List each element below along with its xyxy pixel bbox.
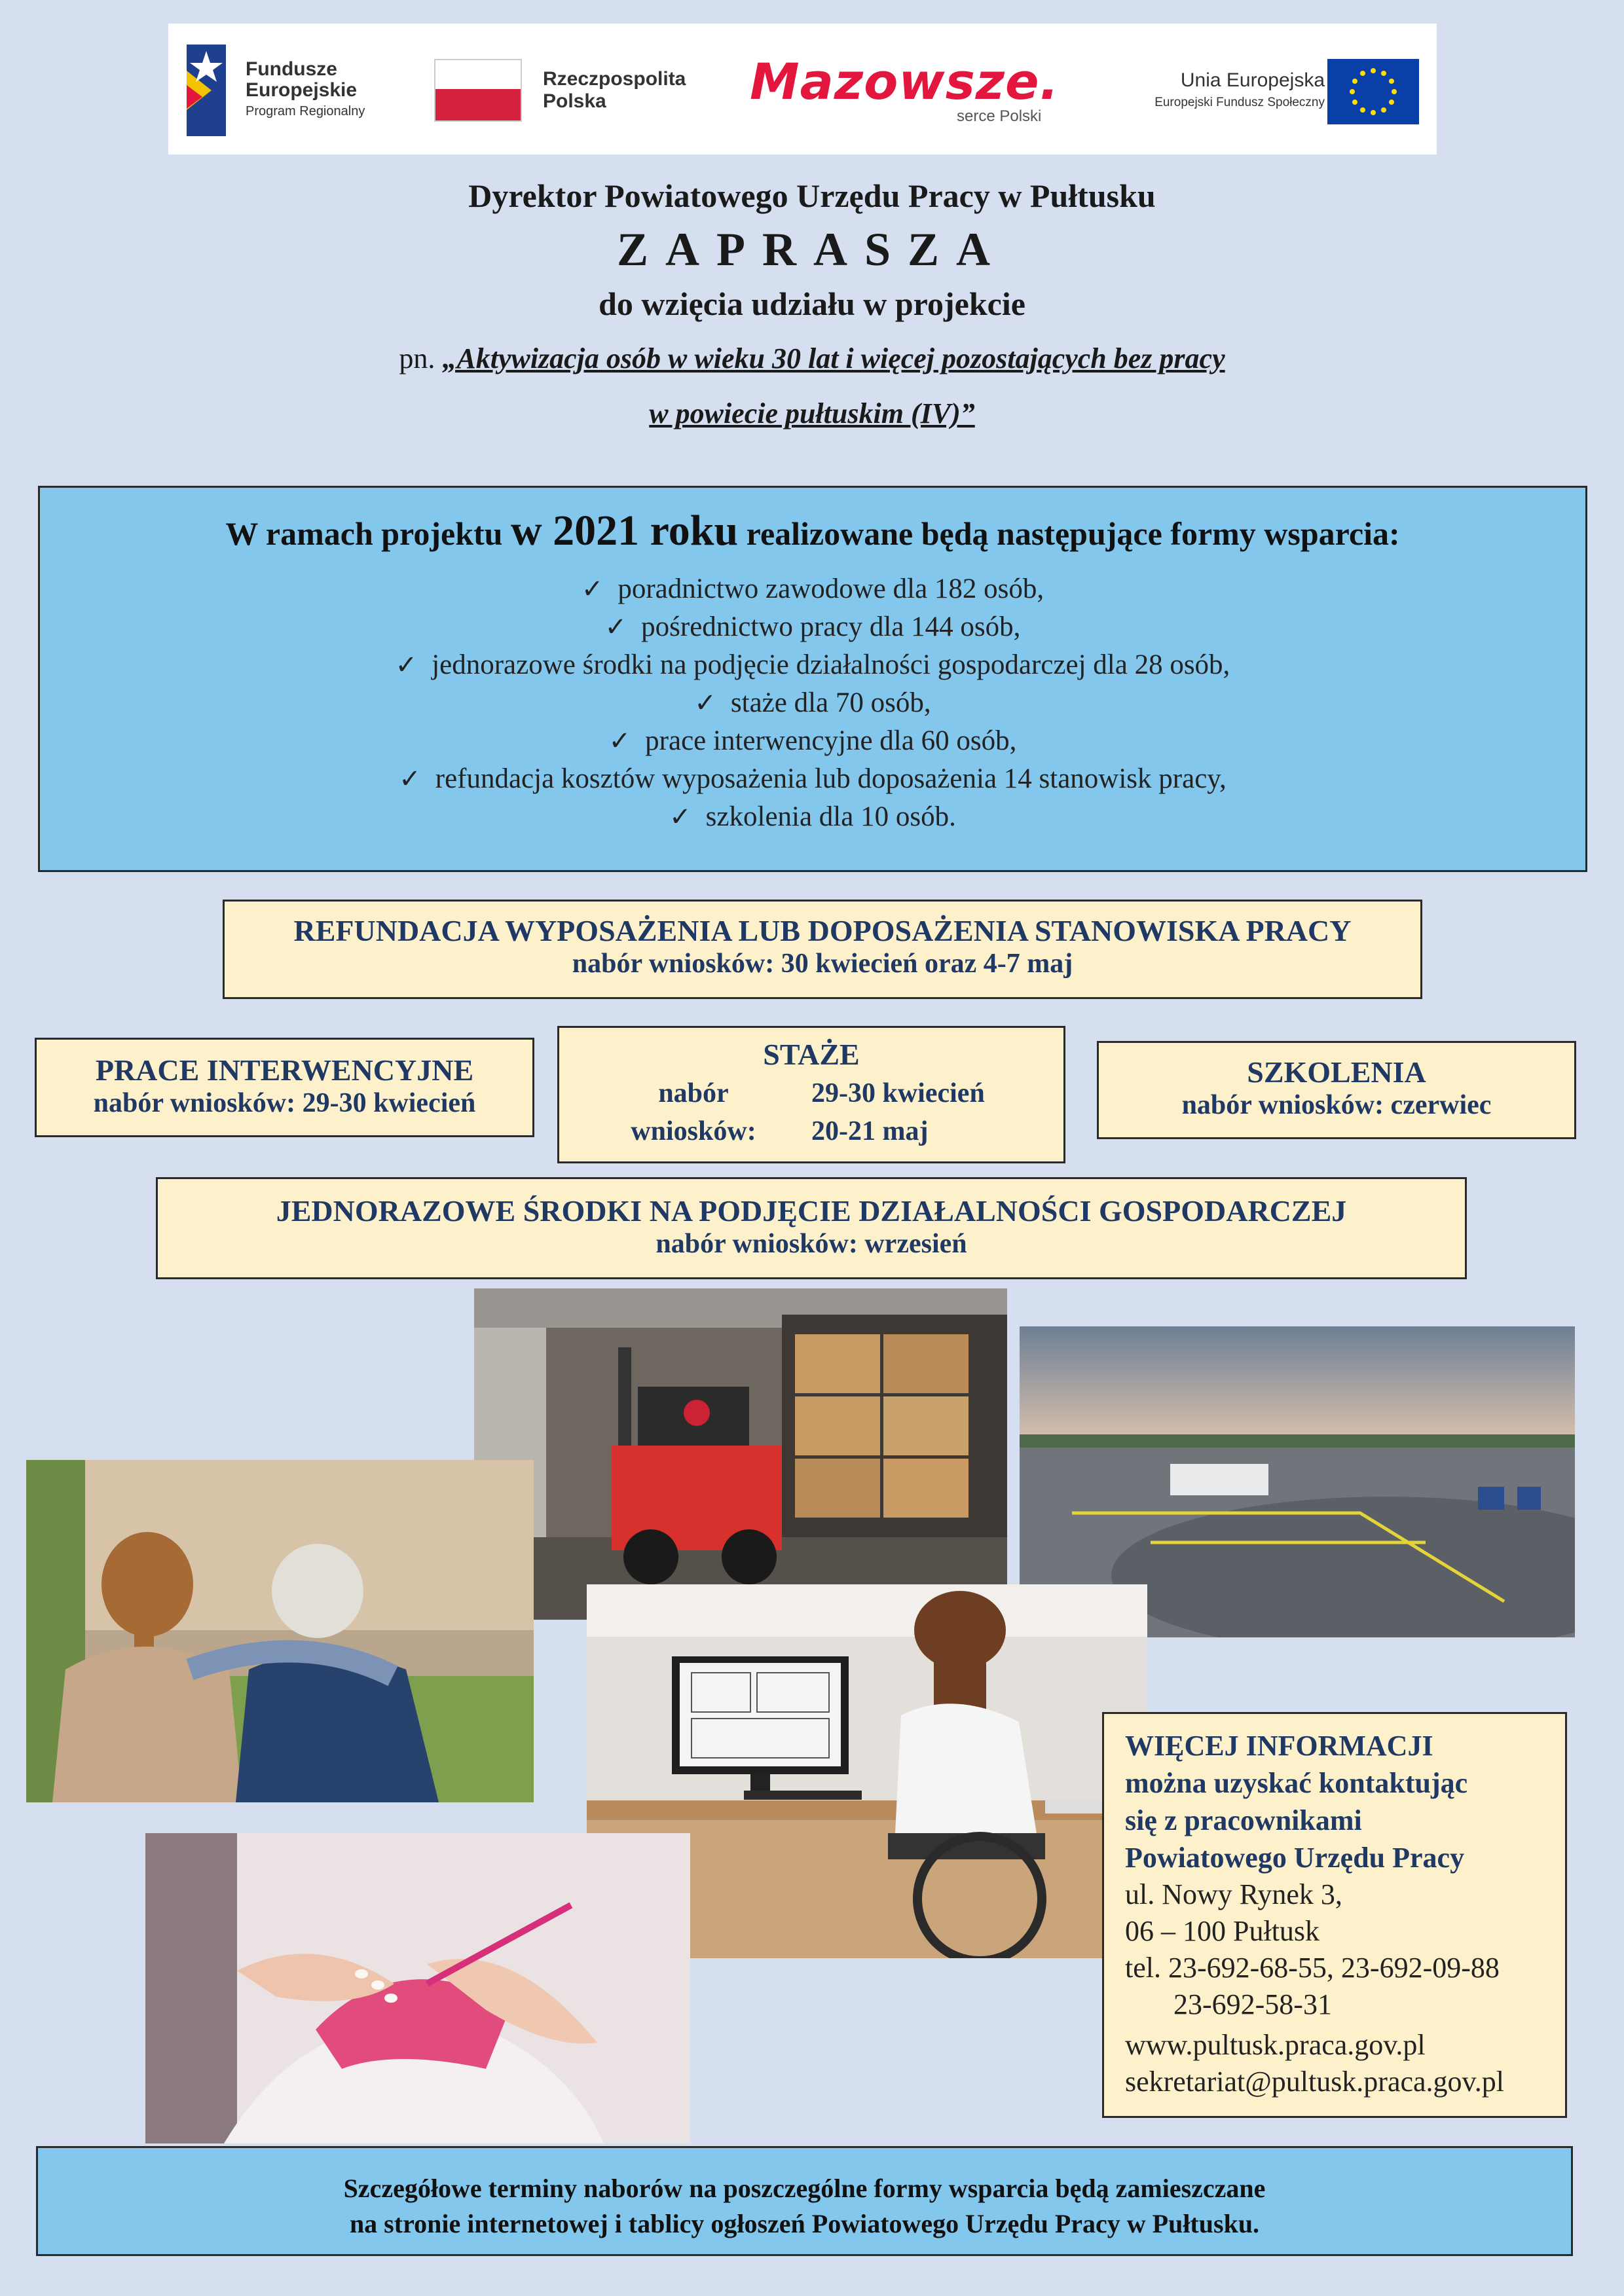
footer-line-1: Szczegółowe terminy naborów na poszczególne formy wsparcia będą zamieszczane xyxy=(343,2174,1266,2203)
support-forms-list xyxy=(40,570,1585,836)
email-link[interactable]: sekretariat@pultusk.praca.gov.pl xyxy=(1125,2066,1504,2098)
project-prefix: pn. xyxy=(399,342,443,374)
list-item-text: jednorazowe środki na podjęcie działalności gospodarczej dla 28 osób, xyxy=(432,649,1230,680)
training-title: SZKOLENIA xyxy=(1247,1055,1426,1089)
list-item xyxy=(40,760,1585,798)
poland-flag-icon xyxy=(434,59,522,122)
ue-line2: Europejski Fundusz Społeczny xyxy=(1154,96,1325,109)
header-invites: ZAPRASZA xyxy=(616,223,1008,276)
checkmark-icon: ✓ xyxy=(694,688,716,718)
header-director-line: Dyrektor Powiatowego Urzędu Pracy w Pułtusku xyxy=(468,177,1156,214)
list-item-text: refundacja kosztów wyposażenia lub doposażenia 14 stanowisk pracy, xyxy=(435,763,1227,794)
address-city: 06 – 100 Pułtusk xyxy=(1125,1915,1320,1947)
mazowsze-sub: serce Polski xyxy=(957,107,1042,125)
intervention-title: PRACE INTERWENCYJNE xyxy=(95,1053,474,1087)
rp-line1: Rzeczpospolita xyxy=(543,68,686,90)
list-item xyxy=(40,684,1585,722)
elderly-care-photo xyxy=(26,1460,534,1802)
checkmark-icon: ✓ xyxy=(604,612,627,642)
ue-line1: Unia Europejska xyxy=(1180,69,1325,91)
forms-title-post: realizowane będą następujące formy wsparcia: xyxy=(738,515,1400,552)
checkmark-icon: ✓ xyxy=(399,764,421,794)
intervention-work-box xyxy=(35,1038,534,1137)
internships-label-2: wniosków: xyxy=(631,1116,756,1146)
refund-box xyxy=(223,900,1422,999)
checkmark-icon: ✓ xyxy=(669,802,692,832)
fundusze-europejskie-logo-icon xyxy=(187,45,232,136)
fe-line3: Program Regionalny xyxy=(246,104,365,118)
phone-number-extra: 23-692-58-31 xyxy=(1173,1988,1332,2020)
refund-title: REFUNDACJA WYPOSAŻENIA LUB DOPOSAŻENIA STANOWISKA PRACY xyxy=(293,914,1352,947)
manicure-training-photo xyxy=(145,1833,690,2143)
forms-title-pre: W ramach projektu xyxy=(225,515,511,552)
business-grant-dates: nabór wniosków: wrzesień xyxy=(655,1229,967,1259)
address-street: ul. Nowy Rynek 3, xyxy=(1125,1878,1342,1910)
intervention-dates: nabór wniosków: 29-30 kwiecień xyxy=(93,1088,476,1118)
business-grant-title: JEDNORAZOWE ŚRODKI NA PODJĘCIE DZIAŁALNOŚCI GOSPODARCZEJ xyxy=(276,1194,1347,1228)
info-line-2: można uzyskać kontaktując xyxy=(1125,1767,1468,1799)
footer-line-2: na stronie internetowej i tablicy ogłoszeń Powiatowego Urzędu Pracy w Pułtusku. xyxy=(349,2209,1260,2238)
internships-label-1: nabór xyxy=(658,1078,729,1108)
eu-flag-icon xyxy=(1327,59,1419,124)
internships-title: STAŻE xyxy=(763,1038,860,1071)
list-item-text: prace interwencyjne dla 60 osób, xyxy=(645,725,1017,756)
footer-note-box xyxy=(36,2146,1573,2256)
checkmark-icon: ✓ xyxy=(581,574,604,604)
checkmark-icon: ✓ xyxy=(395,650,418,680)
list-item xyxy=(40,722,1585,760)
internships-box xyxy=(557,1026,1065,1163)
list-item-text: pośrednictwo pracy dla 144 osób, xyxy=(641,611,1021,642)
logo-bar xyxy=(168,24,1437,155)
training-dates: nabór wniosków: czerwiec xyxy=(1181,1090,1492,1120)
header-project-line xyxy=(0,342,1624,375)
header-participate-line: do wzięcia udziału w projekcie xyxy=(599,285,1025,322)
training-box xyxy=(1097,1041,1576,1139)
info-heading: WIĘCEJ INFORMACJI xyxy=(1125,1730,1433,1762)
list-item xyxy=(40,608,1585,646)
rp-line2: Polska xyxy=(543,90,606,112)
fe-line1: Fundusze xyxy=(246,58,337,80)
internships-date-1: 29-30 kwiecień xyxy=(811,1078,985,1108)
forklift-warehouse-photo xyxy=(474,1288,1007,1620)
info-line-4: Powiatowego Urzędu Pracy xyxy=(1125,1842,1465,1874)
checkmark-icon: ✓ xyxy=(608,726,631,756)
business-grant-box xyxy=(156,1177,1467,1279)
refund-dates: nabór wniosków: 30 kwiecień oraz 4-7 maj xyxy=(572,949,1073,979)
list-item xyxy=(40,646,1585,684)
forms-title-year: w 2021 roku xyxy=(510,507,739,555)
list-item xyxy=(40,798,1585,836)
support-forms-box xyxy=(38,486,1587,872)
phone-numbers: tel. 23-692-68-55, 23-692-09-88 xyxy=(1125,1952,1500,1984)
project-title-2: w powiecie pułtuskim (IV)” xyxy=(649,397,975,429)
list-item-text: staże dla 70 osób, xyxy=(730,687,931,718)
project-title-1: „Aktywizacja osób w wieku 30 lat i więcej pozostających bez pracy xyxy=(442,342,1225,374)
list-item xyxy=(40,570,1585,608)
contact-info-box xyxy=(1102,1712,1567,2118)
support-forms-title xyxy=(40,506,1585,556)
mazowsze-logo: Mazowsze. xyxy=(750,52,1060,111)
internships-date-2: 20-21 maj xyxy=(811,1116,929,1146)
info-line-3: się z pracownikami xyxy=(1125,1804,1362,1836)
list-item-text: szkolenia dla 10 osób. xyxy=(705,801,956,832)
fe-line2: Europejskie xyxy=(246,79,358,101)
list-item-text: poradnictwo zawodowe dla 182 osób, xyxy=(618,574,1044,604)
website-link[interactable]: www.pultusk.praca.gov.pl xyxy=(1125,2029,1426,2061)
